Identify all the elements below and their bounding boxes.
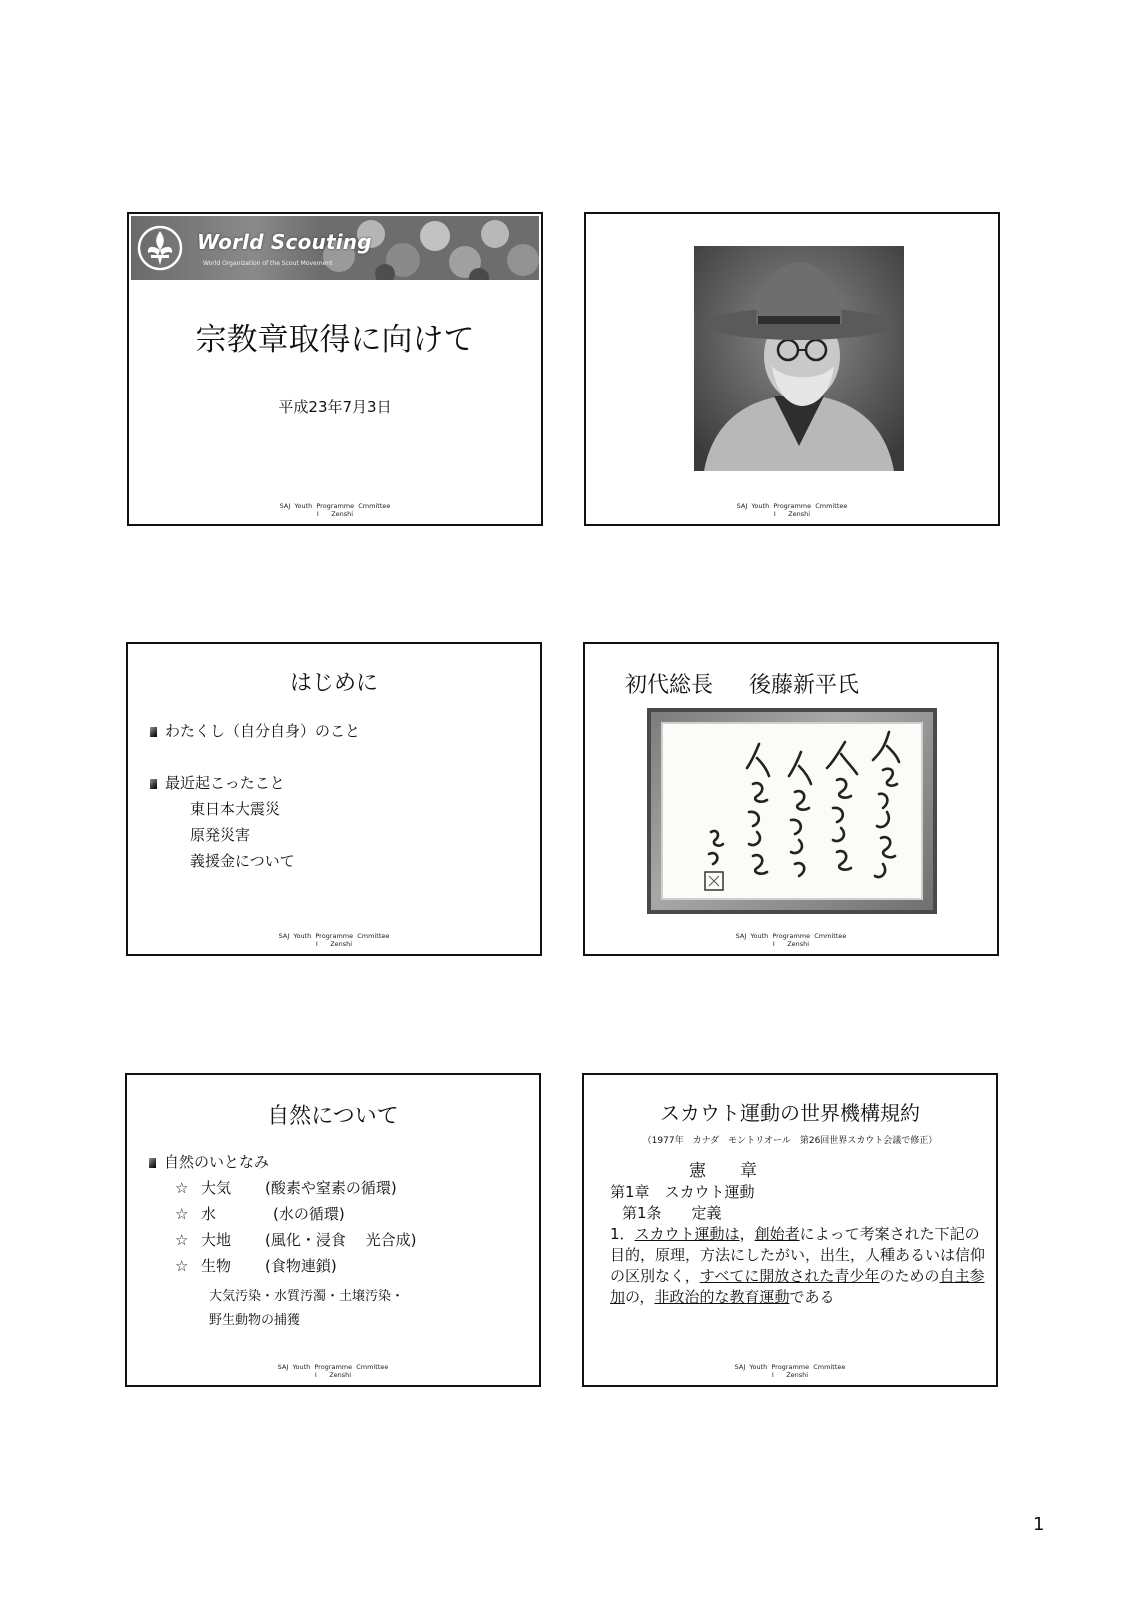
slide-title: 宗教章取得に向けて [195,322,475,358]
nature-row [175,1177,397,1198]
footer-line2: I Zenshi [314,1371,352,1379]
footer-line1: SAJ Youth Programme Cmmittee [735,932,847,940]
slide-footer [585,932,997,948]
list-item: 義援金について [190,852,295,870]
footer-line2: I Zenshi [771,1371,809,1379]
banner-brand: World Scouting [197,230,372,254]
para-text: である [789,1288,835,1306]
slide-nature [125,1073,541,1387]
slide-footer [129,502,541,518]
para-underlined: 青少年 [834,1267,880,1285]
article-line: 第1条 定義 [622,1204,722,1222]
para-underlined: スカウト運動は [634,1225,740,1243]
bullet-icon [150,779,157,789]
slide-constitution [582,1073,998,1387]
slide-portrait [584,212,1000,526]
bullet-text: わたくし（自分自身）のこと [165,722,361,740]
bullet-text: 自然のいとなみ [164,1153,270,1171]
banner-tagline: World Organization of the Scout Movement [203,260,333,267]
para-text: のための [879,1267,940,1285]
page-number: 1 [1033,1514,1045,1535]
slide-subtitle: （1977年 カナダ モントリオール 第26回世界スカウト会議で修正） [642,1136,938,1146]
bullet-item [150,720,360,741]
para-text: ， [739,1225,755,1243]
footer-line1: SAJ Youth Programme Cmmittee [278,932,390,940]
para-text: 1． [610,1225,635,1243]
slide-footer [586,502,998,518]
bullet-text: 最近起こったこと [165,774,285,792]
calligraphy-frame [647,708,937,914]
nature-desc: (水の循環) [273,1205,345,1223]
slide-title-page [127,212,543,526]
list-item: 原発災害 [190,826,251,844]
nature-row [175,1203,345,1224]
constitution-heading: 憲 章 [689,1161,757,1181]
pollution-note: 野生動物の捕獲 [209,1313,301,1328]
slide-title: はじめに [289,671,378,696]
para-underlined: すべてに開放 [699,1267,790,1285]
slide-introduction [126,642,542,956]
definition-paragraph [610,1224,986,1308]
star-icon: ☆ [175,1257,189,1275]
bullet-item [149,1151,269,1172]
constitution-body [610,1161,986,1308]
para-text: の， [625,1288,655,1306]
para-underlined: 教育運動 [729,1288,790,1306]
para-underlined: 自主参加 [610,1267,985,1306]
nature-desc: (食物連鎖) [265,1257,337,1275]
bullet-icon [150,727,157,737]
slide-footer [128,932,540,948]
para-underlined: 非政治 [654,1288,700,1306]
chapter-line: 第1章 スカウト運動 [610,1183,755,1201]
portrait-photo [694,246,904,471]
para-text: によって考案された下記の目的，原理，方法にしたがい，出生，人種あるいは信仰の区別なく， [610,1225,986,1285]
slide-date: 平成23年7月3日 [278,398,392,416]
slide-footer [127,1363,539,1379]
fleur-de-lis-icon [137,222,183,274]
slide-first-president [583,642,999,956]
list-item: 東日本大震災 [190,800,281,818]
footer-line2: I Zenshi [773,510,811,518]
bullet-icon [149,1158,156,1168]
nature-name: 水 [201,1205,217,1223]
nature-row [175,1229,416,1250]
footer-line1: SAJ Youth Programme Cmmittee [734,1363,846,1371]
title-name: 後藤新平氏 [749,673,860,698]
pollution-note: 大気汚染・水質汚濁・土壌汚染・ [209,1289,405,1304]
slide-footer [584,1363,996,1379]
star-icon: ☆ [175,1179,189,1197]
nature-name: 大地 [201,1231,232,1249]
footer-line1: SAJ Youth Programme Cmmittee [279,502,391,510]
para-underlined: 創始者 [754,1225,800,1243]
world-scouting-banner [131,216,539,280]
footer-line2: I Zenshi [316,510,354,518]
nature-desc: (酸素や窒素の循環) [265,1179,397,1197]
slide-title: 自然について [267,1104,399,1129]
footer-line2: I Zenshi [772,940,810,948]
footer-line1: SAJ Youth Programme Cmmittee [736,502,848,510]
para-underlined: 的な [699,1288,730,1306]
nature-name: 大気 [201,1179,232,1197]
calligraphy-image [661,722,923,900]
footer-line1: SAJ Youth Programme Cmmittee [277,1363,389,1371]
footer-line2: I Zenshi [315,940,353,948]
star-icon: ☆ [175,1231,189,1249]
slide-title: スカウト運動の世界機構規約 [660,1101,920,1125]
star-icon: ☆ [175,1205,189,1223]
nature-row [175,1255,337,1276]
nature-desc: (風化・浸食 光合成) [265,1231,417,1249]
title-role: 初代総長 [625,673,714,698]
para-underlined: された [789,1267,835,1285]
nature-name: 生物 [201,1257,232,1275]
calligraphy-scroll [661,722,923,900]
bullet-item [150,772,285,793]
slide-title [625,668,859,699]
